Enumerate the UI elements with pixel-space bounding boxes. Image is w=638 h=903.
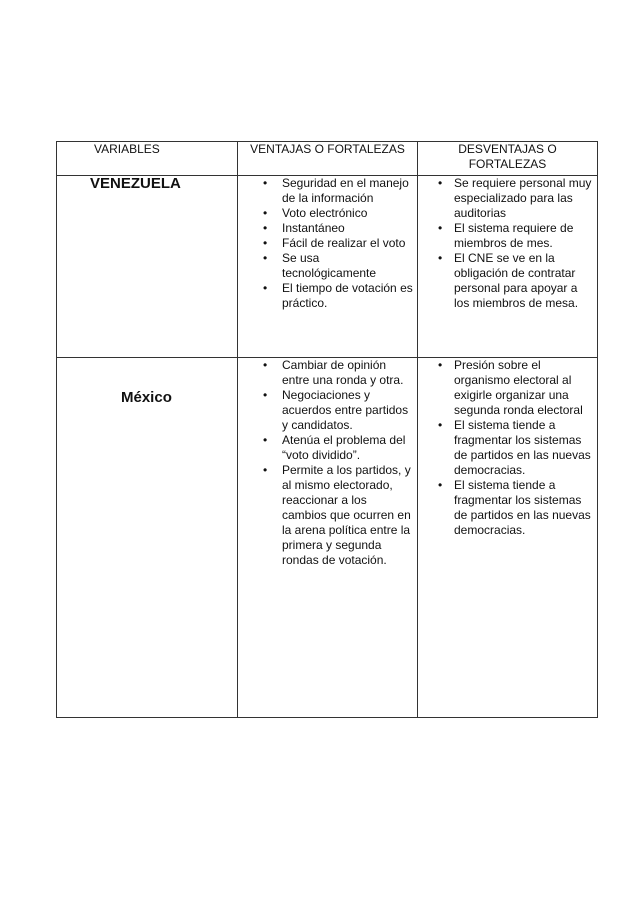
list-item-text: El sistema requiere de miembros de mes. — [454, 221, 574, 250]
mexico-ventajas-cell — [238, 358, 418, 718]
table-row — [57, 358, 598, 718]
list-item — [238, 433, 417, 463]
list-item — [418, 176, 597, 221]
list-item-text: El tiempo de votación es práctico. — [282, 281, 413, 310]
bullet-icon: • — [263, 251, 268, 265]
list-item-text: Voto electrónico — [282, 206, 368, 220]
bullet-icon: • — [263, 176, 268, 190]
bullet-icon: • — [263, 236, 268, 250]
list-item — [238, 388, 417, 433]
list-item — [418, 358, 597, 418]
header-variables: VARIABLES — [57, 142, 238, 176]
list-item — [238, 236, 417, 251]
comparison-table — [56, 141, 598, 718]
list-item — [238, 281, 417, 311]
list-item-text: Instantáneo — [282, 221, 345, 235]
list-item — [238, 463, 417, 568]
list-item — [418, 221, 597, 251]
bullet-icon: • — [263, 281, 268, 295]
list-item-text: Presión sobre el organismo electoral al exigirle organizar una segunda ronda electoral — [454, 358, 583, 417]
table-row — [57, 176, 598, 358]
bullet-icon: • — [438, 221, 443, 235]
bullet-icon: • — [263, 221, 268, 235]
bullet-icon: • — [263, 206, 268, 220]
list-item-text: Se requiere personal muy especializado para las auditorias — [454, 176, 592, 220]
list-item-text: El CNE se ve en la obligación de contratar personal para apoyar a los miembros de mesa. — [454, 251, 579, 310]
header-row — [57, 142, 598, 176]
header-desventajas: DESVENTAJAS O FORTALEZAS — [418, 142, 598, 176]
list-item-text: El sistema tiende a fragmentar los sistemas de partidos en las nuevas democracias. — [454, 478, 591, 537]
list-item-text: Fácil de realizar el voto — [282, 236, 406, 250]
list-item-text: Permite a los partidos, y al mismo electorado, reaccionar a los cambios que ocurren en la arena política entre la primera y segunda rondas de votación. — [282, 463, 411, 567]
list-item — [238, 358, 417, 388]
bullet-icon: • — [438, 176, 443, 190]
list-item — [418, 478, 597, 538]
bullet-icon: • — [263, 433, 268, 447]
row-label-mexico: México — [57, 358, 238, 718]
row-label-venezuela: VENEZUELA — [57, 176, 238, 358]
list-item — [238, 221, 417, 236]
bullet-icon: • — [438, 418, 443, 432]
bullet-icon: • — [438, 251, 443, 265]
list-item-text: Negociaciones y acuerdos entre partidos y candidatos. — [282, 388, 409, 432]
mexico-desventajas-cell — [418, 358, 598, 718]
bullet-icon: • — [263, 358, 268, 372]
list-item-text: Se usa tecnológicamente — [282, 251, 377, 280]
list-item-text: Atenúa el problema del “voto dividido”. — [282, 433, 406, 462]
venezuela-desventajas-cell — [418, 176, 598, 358]
bullet-icon: • — [263, 388, 268, 402]
bullet-icon: • — [438, 358, 443, 372]
list-item — [418, 251, 597, 311]
list-item-text: Seguridad en el manejo de la información — [282, 176, 409, 205]
list-item — [238, 251, 417, 281]
bullet-icon: • — [438, 478, 443, 492]
list-item-text: El sistema tiende a fragmentar los sistemas de partidos en las nuevas democracias. — [454, 418, 591, 477]
list-item — [238, 176, 417, 206]
bullet-icon: • — [263, 463, 268, 477]
list-item — [238, 206, 417, 221]
list-item-text: Cambiar de opinión entre una ronda y otra. — [282, 358, 404, 387]
venezuela-ventajas-cell — [238, 176, 418, 358]
header-ventajas: VENTAJAS O FORTALEZAS — [238, 142, 418, 176]
list-item — [418, 418, 597, 478]
